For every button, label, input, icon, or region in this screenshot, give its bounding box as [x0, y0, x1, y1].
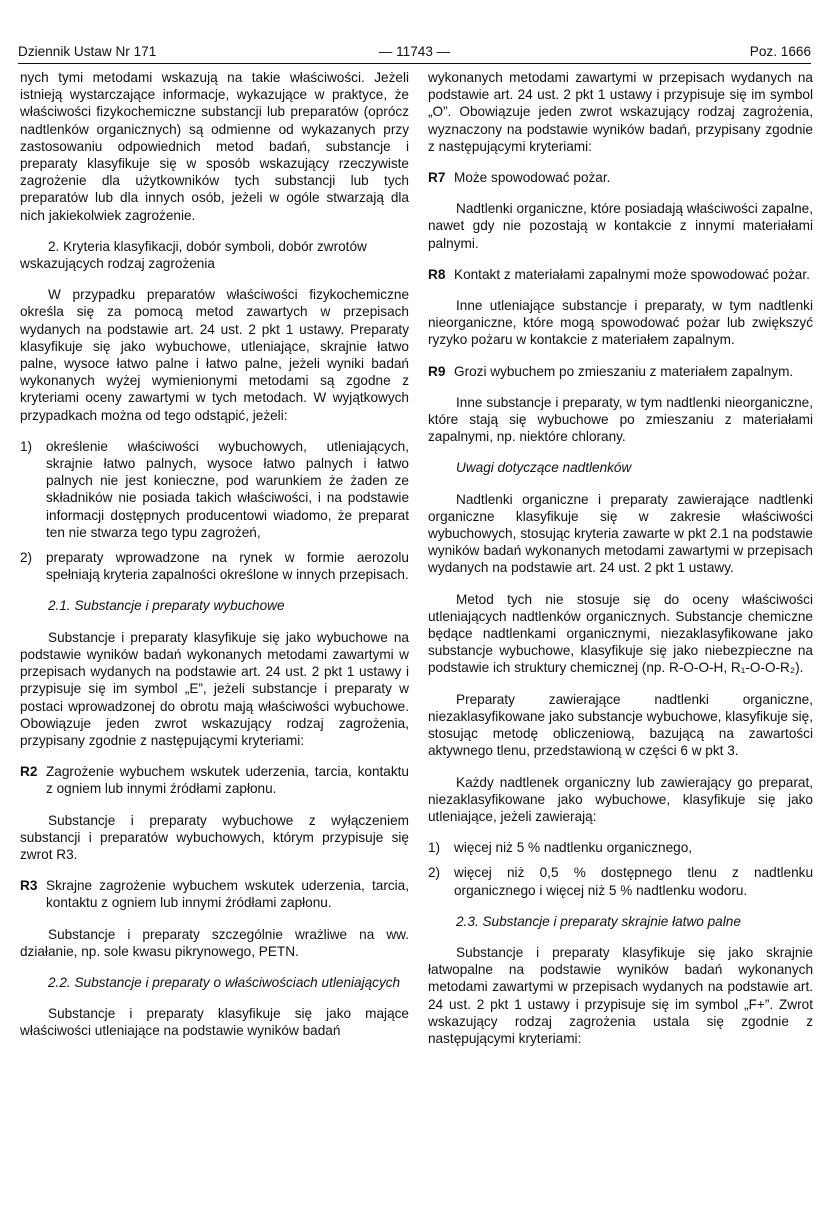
list-text: więcej niż 5 % nadtlenku organicznego, [454, 840, 693, 856]
risk-phrase [20, 763, 409, 797]
subsection-heading: 2.1. Substancje i preparaty wybuchowe [48, 598, 285, 614]
paragraph: Substancje i preparaty wybuchowe z wyłączeniem substancji i preparatów wybuchowych, którym przypisuje się zwrot R3. [20, 812, 409, 862]
subsection-heading: Uwagi dotyczące nadtlenków [456, 460, 632, 476]
list-item [20, 438, 409, 541]
list-item [20, 549, 409, 583]
risk-code: R7 [428, 170, 446, 186]
list-number: 2) [428, 865, 441, 881]
paragraph: Substancje i preparaty klasyfikuje się jako mające właściwości utleniające na podstawie wyników badań [20, 1006, 409, 1039]
paragraph: wykonanych metodami zawartymi w przepisach wydanych na podstawie art. 24 ust. 2 pkt 1 ustawy i przypisuje się im symbol „O”. Obowiązuje jeden zwrot wskazujący rodzaj zagrożenia, wyznaczony na podstawie wyników badań, przypisany zgodnie z następującymi kryteriami: [428, 70, 813, 154]
position-number: Poz. 1666 [749, 44, 811, 59]
paragraph: Inne substancje i preparaty, w tym nadtlenki nieorganiczne, które stają się wybuchowe po zmieszaniu z materiałami zapalnymi, np. niektóre chlorany. [428, 394, 813, 445]
risk-phrase [428, 363, 813, 380]
risk-code: R2 [20, 764, 38, 780]
list-item [428, 839, 813, 856]
paragraph: Substancje i preparaty klasyfikuje się jako wybuchowe na podstawie wyników badań wykonanych metodami zawartymi w przepisach wydanych na podstawie art. 24 ust. 2 pkt 1 ustawy i przypisuje się im symbol „E”, jeżeli substancje i preparaty w postaci wprowadzonej do obrotu mają właściwości wybuchowe. Obowiązuje jeden zwrot wskazujący rodzaj zagrożenia, przypisany zgodnie z następującymi kryteriami: [20, 629, 409, 748]
risk-text: Kontakt z materiałami zapalnymi może spowodować pożar. [454, 266, 810, 282]
paragraph: Metod tych nie stosuje się do oceny właściwości utleniających nadtlenków organicznych. Substancje chemiczne będące nadtlenkami organicznymi, niezaklasyfikowane jako substancje wybuchowe, klasyfikuje się jako niebezpieczne na podstawie ich struktury chemicznej (np. R-O-O-H, R₁-O-O-R₂). [428, 591, 813, 676]
page-number: — 11743 — [378, 44, 451, 59]
risk-text: Skrajne zagrożenie wybuchem wskutek uderzenia, tarcia, kontaktu z ogniem lub innymi źródłami zapłonu. [46, 878, 409, 911]
paragraph: Nadtlenki organiczne, które posiadają właściwości zapalne, nawet gdy nie pozostają w kontakcie z innymi materiałami palnymi. [428, 201, 813, 251]
paragraph: W przypadku preparatów właściwości fizykochemiczne określa się za pomocą metod zawartych w przepisach wydanych na podstawie art. 24 ust. 2 pkt 1 ustawy. Preparaty klasyfikuje się jako wybuchowe, utleniające, skrajnie łatwo palne, wysoce łatwo palne i łatwo palne, jeżeli wyniki badań wykonanych wyżej wymienionymi metodami są zgodne z kryteriami oceny zawartymi w tych metodach. W wyjątkowych przypadkach można od tego odstąpić, jeżeli: [20, 287, 409, 423]
list-number: 1) [20, 438, 33, 454]
list-number: 1) [428, 840, 441, 856]
page-header [18, 44, 811, 64]
left-column [20, 69, 409, 1054]
risk-phrase [20, 877, 409, 911]
list-item [428, 864, 813, 898]
paragraph: Substancje i preparaty klasyfikuje się jako skrajnie łatwopalne na podstawie wyników badań wykonanych metodami zawartymi w przepisach wydanych na podstawie art. 24 ust. 2 pkt 1 ustawy i przypisuje się im symbol „F+”. Zwrot wskazujący rodzaj zagrożenia ustala się zgodnie z następującymi kryteriami: [428, 944, 813, 1046]
right-column [428, 69, 813, 1061]
paragraph: nych tymi metodami wskazują na takie właściwości. Jeżeli istnieją wystarczające informacje, wykazujące w praktyce, że właściwości fizykochemiczne substancji lub preparatów (oprócz nadtlenków organicznych) są odmienne od wykazanych przy zastosowaniu odpowiednich metod badań, substancje i preparaty klasyfikuje się w sposób wskazujący rzeczywiste zagrożenie dla użytkowników tych substancji lub tych preparatów lub dla innych osób, jeżeli w ogóle stwarzają dla nich jakiekolwiek zagrożenie. [20, 70, 409, 223]
risk-phrase [428, 266, 813, 283]
list-text: więcej niż 0,5 % dostępnego tlenu z nadtlenku organicznego i więcej niż 5 % nadtlenku wodoru. [454, 865, 813, 898]
risk-phrase [428, 169, 813, 186]
paragraph: Każdy nadtlenek organiczny lub zawierający go preparat, niezaklasyfikowane jako wybuchowe, klasyfikuje się jako utleniające, jeżeli zawierają: [428, 774, 813, 824]
list-number: 2) [20, 550, 33, 566]
subsection-heading: 2.3. Substancje i preparaty skrajnie łatwo palne [456, 913, 741, 929]
journal-title: Dziennik Ustaw Nr 171 [18, 44, 157, 59]
risk-code: R8 [428, 266, 446, 282]
section-heading: 2. Kryteria klasyfikacji, dobór symboli, dobór zwrotów wskazujących rodzaj zagrożenia [20, 238, 367, 272]
risk-text: Może spowodować pożar. [454, 170, 611, 186]
paragraph: Inne utleniające substancje i preparaty, w tym nadtlenki nieorganiczne, które mogą spowodować pożar lub zwiększyć ryzyko pożaru w kontakcie z materiałem zapalnym. [428, 298, 813, 348]
risk-text: Grozi wybuchem po zmieszaniu z materiałem zapalnym. [454, 363, 794, 379]
paragraph: Nadtlenki organiczne i preparaty zawierające nadtlenki organiczne klasyfikuje się w zakresie właściwości wybuchowych, stosując kryteria zawarte w pkt 2.1 na podstawie wyników badań wykonanych metodami zawartymi w przepisach wydanych na podstawie art. 24 ust. 2 pkt 1 ustawy. [428, 491, 813, 576]
risk-code: R9 [428, 363, 446, 379]
header-rule [18, 63, 811, 64]
risk-text: Zagrożenie wybuchem wskutek uderzenia, tarcia, kontaktu z ogniem lub innymi źródłami zapłonu. [46, 764, 409, 797]
paragraph: Substancje i preparaty szczególnie wrażliwe na ww. działanie, np. sole kwasu pikrynowego, PETN. [20, 926, 409, 959]
list-text: określenie właściwości wybuchowych, utleniających, skrajnie łatwo palnych, wysoce łatwo palnych i łatwo palnych nie jest konieczne, pod warunkiem że żaden ze składników nie posiada takich właściwości, i na podstawie informacji dostępnych producentowi wiadomo, że preparat ten nie stwarza tego typu zagrożeń, [46, 438, 409, 540]
subsection-heading: 2.2. Substancje i preparaty o właściwościach utleniających [48, 974, 401, 990]
risk-code: R3 [20, 878, 38, 894]
paragraph: Preparaty zawierające nadtlenki organiczne, niezaklasyfikowane jako substancje wybuchowe, klasyfikuje się, stosując metodę obliczeniową, bazującą na zawartości aktywnego tlenu, przedstawioną w części 6 w pkt 3. [428, 691, 813, 759]
list-text: preparaty wprowadzone na rynek w formie aerozolu spełniają kryteria zapalności określone w innych przepisach. [46, 550, 409, 583]
